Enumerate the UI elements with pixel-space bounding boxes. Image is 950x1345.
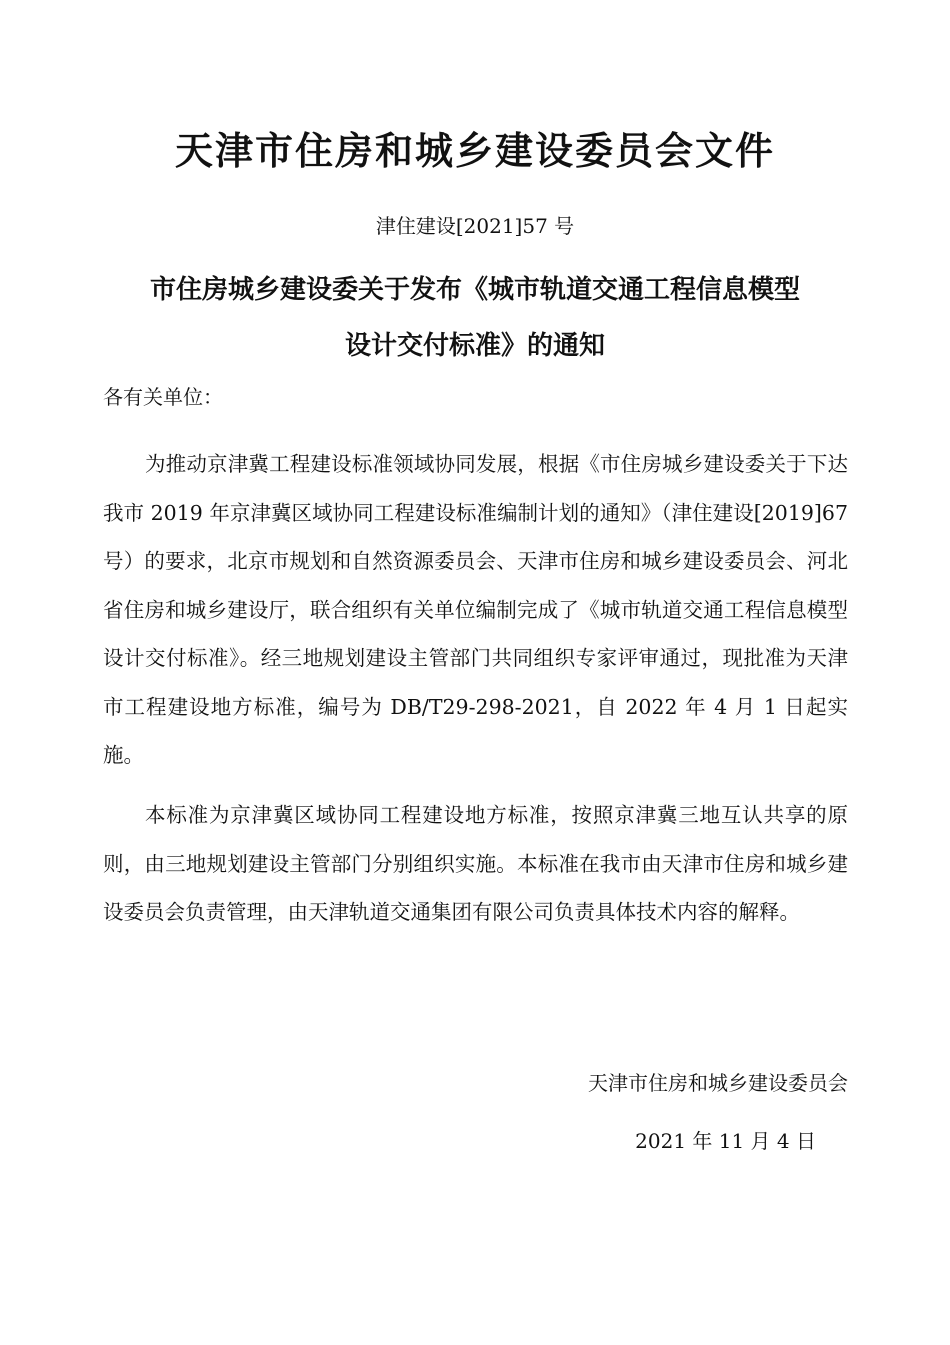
document-number: 津住建设[2021]57 号 (375, 214, 575, 238)
issuing-authority-header: 天津市住房和城乡建设委员会文件 (174, 129, 775, 173)
salutation: 各有关单位： (103, 385, 223, 409)
body-paragraph-2: 本标准为京津冀区域协同工程建设地方标准，按照京津冀三地互认共享的原则，由三地规划建设主管部门分别组织实施。本标准在我市由天津市住房和城乡建设委员会负责管理，由天津轨道交通集团有限公司负责具体技术内容的解释。 (103, 803, 848, 924)
body-paragraph-1: 为推动京津冀工程建设标准领域协同发展，根据《市住房城乡建设委关于下达我市 2019 年京津冀区域协同工程建设标准编制计划的通知》（津住建设[2019]67 号）的要求，北京市规划和自然资源委员会、天津市住房和城乡建设委员会、河北省住房和城乡建设厅，联合组织有关单位编制完成了《城市轨道交通工程信息模型设计交付标准》。经三地规划建设主管部门共同组织专家评审通过，现批准为天津市工程建设地方标准，编号为 DB/T29-298-2021，自 2022 年 4 月 1 日起实施。 (103, 452, 848, 767)
signature-organization: 天津市住房和城乡建设委员会 (588, 1071, 848, 1095)
signature-date: 2021 年 11 月 4 日 (635, 1129, 816, 1153)
notice-title-line-1: 市住房城乡建设委关于发布《城市轨道交通工程信息模型 (149, 275, 800, 305)
notice-title-line-2: 设计交付标准》的通知 (344, 331, 605, 361)
